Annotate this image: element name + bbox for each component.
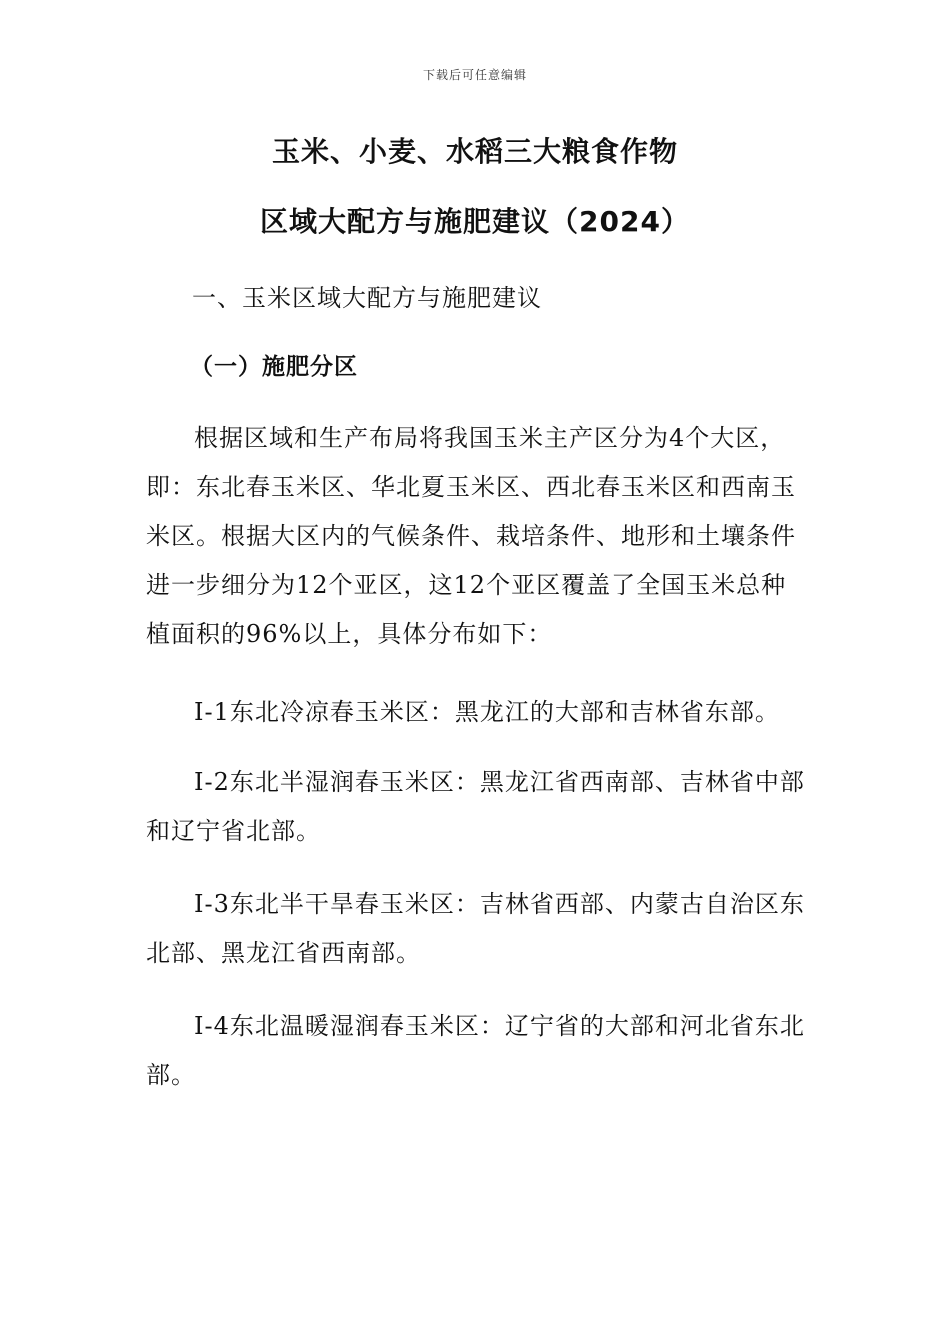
- intro-paragraph: 根据区域和生产布局将我国玉米主产区分为4个大区，即：东北春玉米区、华北夏玉米区、西北春玉米区和西南玉米区。根据大区内的气候条件、栽培条件、地形和土壤条件进一步细分为12个亚区，这12个亚区覆盖了全国玉米总种植面积的96%以上，具体分布如下：: [146, 424, 796, 648]
- document-title-line-2: 区域大配方与施肥建议（2024）: [260, 205, 690, 238]
- page-header-note: 下载后可任意编辑: [422, 68, 527, 82]
- region-paragraph: Ⅰ-3东北半干旱春玉米区：吉林省西部、内蒙古自治区东北部、黑龙江省西南部。: [146, 890, 805, 967]
- region-paragraph: Ⅰ-2东北半湿润春玉米区：黑龙江省西南部、吉林省中部和辽宁省北部。: [146, 768, 805, 845]
- region-paragraph: Ⅰ-4东北温暖湿润春玉米区：辽宁省的大部和河北省东北部。: [146, 1012, 805, 1089]
- section-heading: 一、玉米区域大配方与施肥建议: [192, 284, 542, 312]
- region-paragraph: Ⅰ-1东北冷凉春玉米区：黑龙江的大部和吉林省东部。: [194, 698, 780, 726]
- subsection-heading: （一）施肥分区: [190, 354, 358, 380]
- document-title-line-1: 玉米、小麦、水稻三大粮食作物: [271, 135, 678, 168]
